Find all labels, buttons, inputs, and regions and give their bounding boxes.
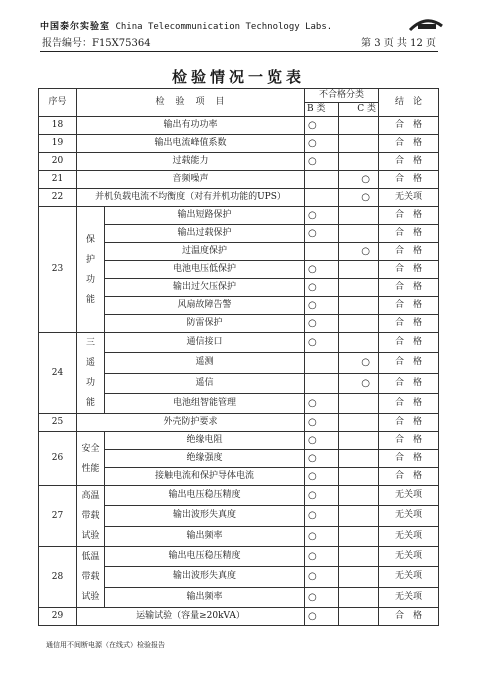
b-class-cell: ○ — [305, 261, 339, 279]
group-label-char: 试验 — [81, 531, 100, 541]
group-label-char: 护 — [85, 254, 95, 265]
b-class-cell: ○ — [305, 153, 339, 171]
table-row — [39, 547, 439, 567]
item-cell: 过载能力 — [77, 153, 305, 171]
result-cell: 合 格 — [379, 207, 439, 225]
table-row — [39, 333, 439, 353]
result-cell: 无关项 — [379, 567, 439, 587]
c-class-cell — [339, 468, 379, 486]
item-cell: 输出频率 — [105, 526, 305, 546]
table-row — [39, 414, 439, 432]
group-label-char: 遥 — [85, 358, 95, 368]
result-cell: 合 格 — [379, 171, 439, 189]
page-title: 检验情况一览表 — [171, 68, 305, 86]
inspection-table — [38, 88, 439, 626]
group-label-char: 试验 — [81, 592, 100, 602]
seq-cell: 24 — [39, 333, 77, 414]
b-class-cell — [305, 243, 339, 261]
c-class-cell — [339, 587, 379, 607]
group-label-char: 保 — [85, 234, 95, 245]
result-cell: 无关项 — [379, 189, 439, 207]
result-cell: 合 格 — [379, 450, 439, 468]
header-banner — [40, 20, 440, 34]
b-class-cell: ○ — [305, 468, 339, 486]
seq-cell: 25 — [39, 414, 77, 432]
c-class-cell — [339, 567, 379, 587]
group-label-char: 功 — [85, 274, 95, 285]
group-label — [77, 207, 105, 333]
item-cell: 防雷保护 — [105, 315, 305, 333]
result-cell: 无关项 — [379, 486, 439, 506]
result-cell: 合 格 — [379, 315, 439, 333]
c-class-cell — [339, 207, 379, 225]
result-cell: 合 格 — [379, 353, 439, 373]
b-class-cell: ○ — [305, 135, 339, 153]
b-class-cell — [305, 171, 339, 189]
group-label-char: 带载 — [81, 572, 100, 582]
item-cell: 风扇故障告警 — [105, 297, 305, 315]
result-cell: 合 格 — [379, 153, 439, 171]
c-class-cell — [339, 393, 379, 413]
result-cell: 合 格 — [379, 432, 439, 450]
seq-cell: 21 — [39, 171, 77, 189]
c-class-cell — [339, 450, 379, 468]
c-class-cell: ○ — [339, 373, 379, 393]
b-class-cell: ○ — [305, 117, 339, 135]
c-class-cell — [339, 547, 379, 567]
group-label-char: 安全 — [81, 443, 100, 454]
c-class-cell — [339, 486, 379, 506]
result-cell: 合 格 — [379, 414, 439, 432]
seq-cell: 23 — [39, 207, 77, 333]
b-class-cell: ○ — [305, 567, 339, 587]
item-cell: 绝缘电阻 — [105, 432, 305, 450]
b-class-cell: ○ — [305, 333, 339, 353]
b-class-cell: ○ — [305, 526, 339, 546]
result-cell: 合 格 — [379, 225, 439, 243]
c-class-cell — [339, 153, 379, 171]
result-cell: 合 格 — [379, 393, 439, 413]
c-class-cell — [339, 135, 379, 153]
seq-cell: 20 — [39, 153, 77, 171]
seq-cell: 29 — [39, 608, 77, 626]
table-row — [39, 207, 439, 225]
col-nonconform-header: 不合格分类 — [305, 89, 379, 103]
b-class-cell: ○ — [305, 315, 339, 333]
item-cell: 运输试验（容量≥20kVA） — [77, 608, 305, 626]
seq-cell: 18 — [39, 117, 77, 135]
c-class-cell — [339, 506, 379, 526]
result-cell: 无关项 — [379, 587, 439, 607]
page-info: 第 3 页 共 12 页 — [361, 38, 436, 49]
result-cell: 合 格 — [379, 117, 439, 135]
group-label — [77, 333, 105, 414]
c-class-cell — [339, 608, 379, 626]
group-label-char: 能 — [85, 294, 95, 305]
col-b-header: B 类 — [305, 103, 339, 117]
group-label — [77, 432, 105, 486]
b-class-cell — [305, 353, 339, 373]
result-cell: 合 格 — [379, 333, 439, 353]
item-cell: 电池组智能管理 — [105, 393, 305, 413]
result-cell: 合 格 — [379, 608, 439, 626]
b-class-cell: ○ — [305, 547, 339, 567]
b-class-cell — [305, 373, 339, 393]
b-class-cell: ○ — [305, 432, 339, 450]
item-cell: 输出过载保护 — [105, 225, 305, 243]
banner-chinese: 中国泰尔实验室 — [40, 22, 111, 32]
item-cell: 音频噪声 — [77, 171, 305, 189]
col-seq-header: 序号 — [39, 89, 77, 117]
c-class-cell — [339, 117, 379, 135]
b-class-cell — [305, 189, 339, 207]
lab-logo-icon — [408, 16, 444, 34]
group-label-char: 三 — [85, 338, 95, 348]
seq-cell: 28 — [39, 547, 77, 608]
table-row — [39, 608, 439, 626]
header-row — [39, 89, 439, 103]
item-cell: 输出过欠压保护 — [105, 279, 305, 297]
table-row — [39, 189, 439, 207]
item-cell: 输出波形失真度 — [105, 506, 305, 526]
c-class-cell — [339, 261, 379, 279]
seq-cell: 27 — [39, 486, 77, 547]
item-cell: 输出波形失真度 — [105, 567, 305, 587]
item-cell: 输出电压稳压精度 — [105, 547, 305, 567]
b-class-cell: ○ — [305, 486, 339, 506]
item-cell: 遥信 — [105, 373, 305, 393]
b-class-cell: ○ — [305, 297, 339, 315]
report-meta — [40, 37, 438, 52]
result-cell: 合 格 — [379, 297, 439, 315]
group-label-char: 低温 — [81, 552, 100, 562]
result-cell: 合 格 — [379, 279, 439, 297]
result-cell: 合 格 — [379, 261, 439, 279]
b-class-cell: ○ — [305, 587, 339, 607]
result-cell: 无关项 — [379, 526, 439, 546]
group-label-char: 高温 — [81, 491, 100, 501]
group-label — [77, 547, 105, 608]
c-class-cell — [339, 333, 379, 353]
col-c-header: C 类 — [339, 103, 379, 117]
table-row — [39, 171, 439, 189]
table-row — [39, 486, 439, 506]
col-item-header: 检 验 项 目 — [77, 89, 305, 117]
table-row — [39, 135, 439, 153]
result-cell: 无关项 — [379, 506, 439, 526]
table-row — [39, 432, 439, 450]
result-cell: 合 格 — [379, 468, 439, 486]
c-class-cell: ○ — [339, 171, 379, 189]
footer-text: 通信用不间断电源（在线式）检验报告 — [46, 641, 165, 649]
c-class-cell — [339, 279, 379, 297]
c-class-cell: ○ — [339, 353, 379, 373]
seq-cell: 26 — [39, 432, 77, 486]
item-cell: 通信接口 — [105, 333, 305, 353]
item-cell: 外壳防护要求 — [77, 414, 305, 432]
c-class-cell: ○ — [339, 189, 379, 207]
group-label — [77, 486, 105, 547]
result-cell: 合 格 — [379, 135, 439, 153]
item-cell: 输出频率 — [105, 587, 305, 607]
b-class-cell: ○ — [305, 608, 339, 626]
c-class-cell — [339, 315, 379, 333]
col-result-header: 结 论 — [379, 89, 439, 117]
b-class-cell: ○ — [305, 225, 339, 243]
b-class-cell: ○ — [305, 207, 339, 225]
item-cell: 遥测 — [105, 353, 305, 373]
item-cell: 并机负载电流不均衡度（对有并机功能的UPS） — [77, 189, 305, 207]
item-cell: 输出电压稳压精度 — [105, 486, 305, 506]
c-class-cell — [339, 297, 379, 315]
item-cell: 输出电流峰值系数 — [77, 135, 305, 153]
seq-cell: 22 — [39, 189, 77, 207]
b-class-cell: ○ — [305, 279, 339, 297]
item-cell: 过温度保护 — [105, 243, 305, 261]
b-class-cell: ○ — [305, 393, 339, 413]
c-class-cell: ○ — [339, 243, 379, 261]
table-row — [39, 117, 439, 135]
c-class-cell — [339, 432, 379, 450]
item-cell: 绝缘强度 — [105, 450, 305, 468]
item-cell: 电池电压低保护 — [105, 261, 305, 279]
result-cell: 合 格 — [379, 373, 439, 393]
group-label-char: 功 — [85, 378, 95, 388]
result-cell: 无关项 — [379, 547, 439, 567]
item-cell: 接触电流和保护导体电流 — [105, 468, 305, 486]
c-class-cell — [339, 526, 379, 546]
group-label-char: 带载 — [81, 511, 100, 521]
b-class-cell: ○ — [305, 414, 339, 432]
b-class-cell: ○ — [305, 506, 339, 526]
result-cell: 合 格 — [379, 243, 439, 261]
table-row — [39, 153, 439, 171]
c-class-cell — [339, 225, 379, 243]
group-label-char: 性能 — [81, 463, 100, 474]
group-label-char: 能 — [85, 398, 95, 408]
seq-cell: 19 — [39, 135, 77, 153]
item-cell: 输出短路保护 — [105, 207, 305, 225]
item-cell: 输出有功功率 — [77, 117, 305, 135]
report-number: 报告编号：F15X75364 — [42, 38, 151, 49]
c-class-cell — [339, 414, 379, 432]
banner-english: China Telecommunication Technology Labs. — [115, 22, 333, 32]
b-class-cell: ○ — [305, 450, 339, 468]
